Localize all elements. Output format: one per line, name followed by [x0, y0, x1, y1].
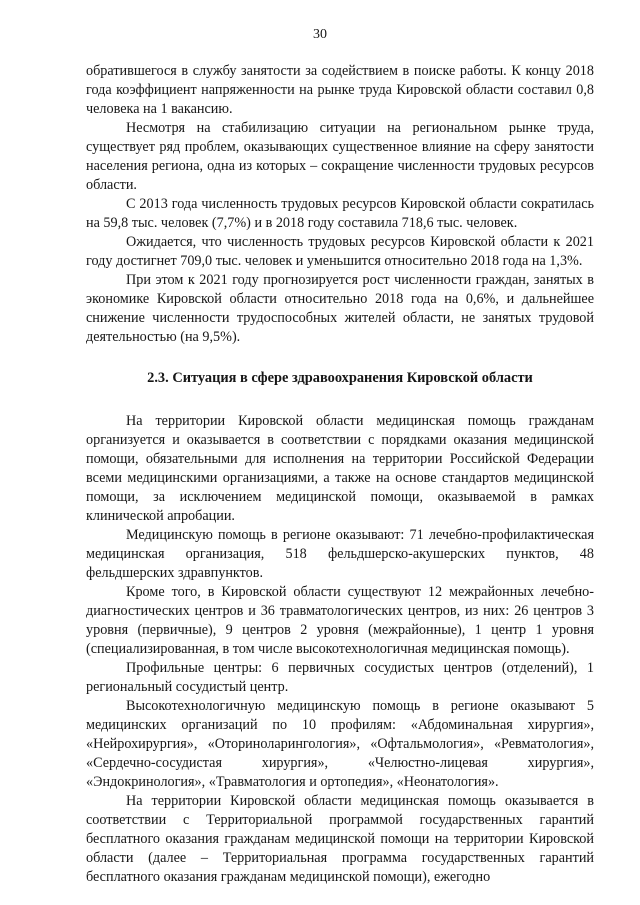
paragraph: обратившегося в службу занятости за содействием в поиске работы. К концу 2018 года коэффициент напряженности на рынке труда Кировской области составил 0,8 человека на 1 вакансию. — [86, 63, 594, 117]
paragraph: Высокотехнологичную медицинскую помощь в регионе оказывают 5 медицинских организаций по 10 профилям: «Абдоминальная хирургия», «Нейрохирургия», «Оториноларингология», «Офтальмология», «Ревматология», «Сердечно-сосудистая хирургия», «Челюстно-лицевая хирургия», «Эндокринология», «Травматология и ортопедия», «Неонатология». — [86, 698, 594, 790]
paragraph: На территории Кировской области медицинская помощь гражданам организуется и оказывается в соответствии с порядками оказания медицинской помощи, обязательными для исполнения на территории Российской Федерации всеми медицинскими организациями, а также на основе стандартов медицинской помощи, за исключением медицинской помощи, оказываемой в рамках клинической апробации. — [86, 413, 594, 524]
paragraph: Ожидается, что численность трудовых ресурсов Кировской области к 2021 году достигнет 709,0 тыс. человек и уменьшится относительно 2018 года на 1,3%. — [86, 234, 594, 269]
paragraph: С 2013 года численность трудовых ресурсов Кировской области сократилась на 59,8 тыс. человек (7,7%) и в 2018 году составила 718,6 тыс. человек. — [86, 196, 594, 231]
paragraph: Несмотря на стабилизацию ситуации на региональном рынке труда, существует ряд проблем, оказывающих существенное влияние на сферу занятости населения региона, одна из которых – сокращение численности трудовых ресурсов области. — [86, 120, 594, 193]
page-number: 30 — [313, 27, 327, 42]
paragraph: Профильные центры: 6 первичных сосудистых центров (отделений), 1 региональный сосудистый центр. — [86, 660, 594, 695]
paragraph: При этом к 2021 году прогнозируется рост численности граждан, занятых в экономике Кировской области относительно 2018 года на 0,6%, и дальнейшее снижение численности трудоспособных жителей области, не занятых трудовой деятельностью (на 9,5%). — [86, 272, 594, 345]
paragraph: Медицинскую помощь в регионе оказывают: 71 лечебно-профилактическая медицинская организация, 518 фельдшерско-акушерских пунктов, 48 фельдшерских здравпунктов. — [86, 527, 594, 581]
paragraph: Кроме того, в Кировской области существуют 12 межрайонных лечебно-диагностических центров и 36 травматологических центров, из них: 26 центров 3 уровня (первичные), 9 центров 2 уровня (межрайонные), 1 центр 1 уровня (специализированная, в том числе высокотехнологичная медицинская помощь). — [86, 584, 594, 657]
document-body — [86, 62, 594, 887]
paragraph: На территории Кировской области медицинская помощь оказывается в соответствии с Территориальной программой государственных гарантий бесплатного оказания гражданам медицинской помощи на территории Кировской области (далее – Территориальная программа государственных гарантий бесплатного оказания гражданам медицинской помощи), ежегодно — [86, 793, 594, 885]
section-heading: 2.3. Ситуация в сфере здравоохранения Кировской области — [147, 370, 533, 386]
